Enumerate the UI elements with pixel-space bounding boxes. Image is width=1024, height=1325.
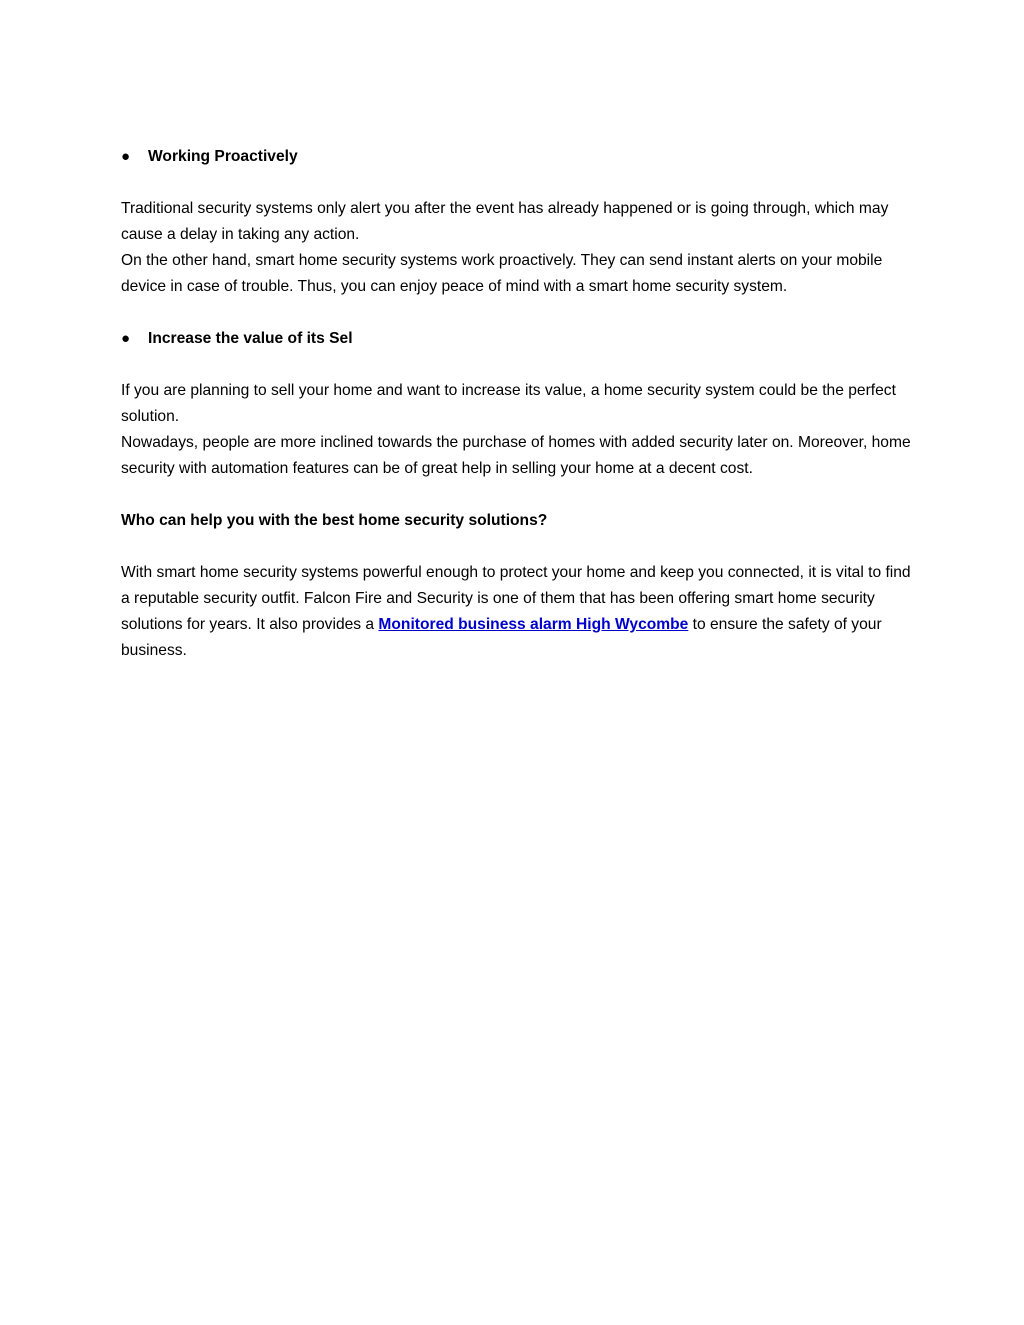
paragraph-text: to ensure the safety of your business.	[121, 616, 882, 659]
bullet-icon: ●	[121, 148, 131, 165]
section-heading: Increase the value of its Sel	[148, 330, 353, 347]
bullet-heading-increase-value	[121, 326, 911, 352]
paragraph: Nowadays, people are more inclined towards the purchase of homes with added security later on. Moreover, home security with automation features can be of great help in selling your home at a decent cost.	[121, 434, 911, 477]
section-heading-who-can-help: Who can help you with the best home security solutions?	[121, 512, 548, 529]
paragraph-with-link	[121, 560, 911, 664]
bullet-heading-working-proactively	[121, 144, 911, 170]
document-body	[121, 144, 911, 664]
paragraph: If you are planning to sell your home and want to increase its value, a home security system could be the perfect solution.	[121, 382, 896, 425]
paragraph: On the other hand, smart home security systems work proactively. They can send instant alerts on your mobile device in case of trouble. Thus, you can enjoy peace of mind with a smart home security system.	[121, 252, 883, 295]
monitored-business-alarm-link[interactable]: Monitored business alarm High Wycombe	[378, 616, 689, 633]
section-heading: Working Proactively	[148, 148, 298, 165]
paragraph: Traditional security systems only alert you after the event has already happened or is going through, which may cause a delay in taking any action.	[121, 200, 889, 243]
bullet-icon: ●	[121, 330, 131, 347]
paragraph-text: With smart home security systems powerful enough to protect your home and keep you connected, it is vital to find a reputable security outfit. Falcon Fire and Security is one of them that has been offering smart home security solutions for years. It also provides a	[121, 564, 911, 633]
